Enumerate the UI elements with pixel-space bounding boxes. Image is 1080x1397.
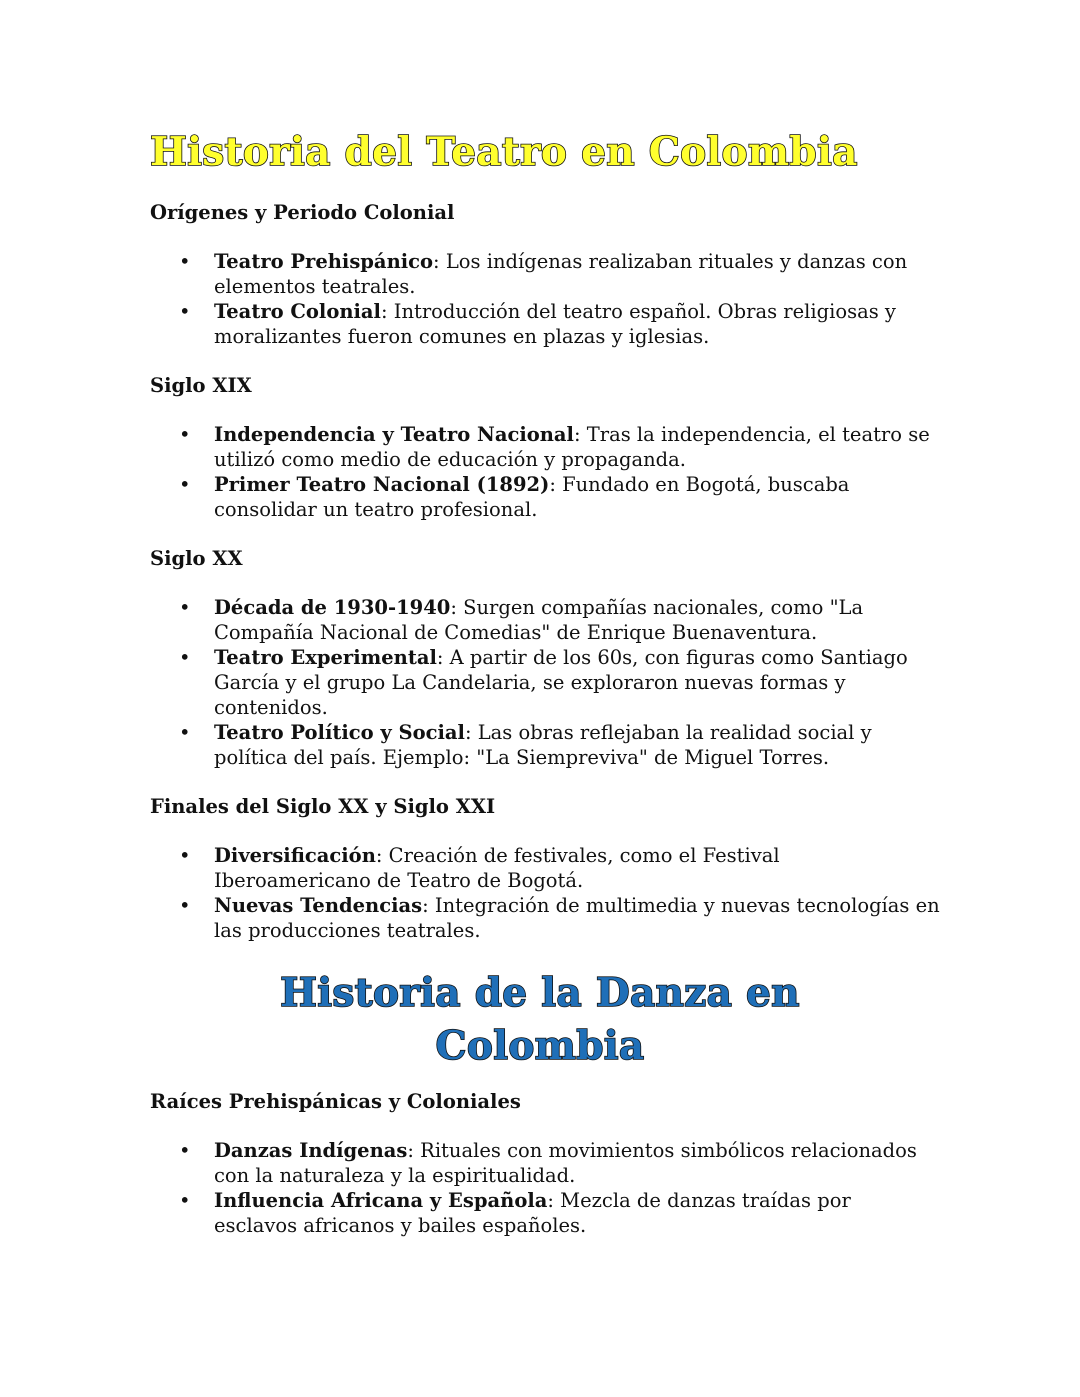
bullet-list xyxy=(150,843,940,943)
item-term: Primer Teatro Nacional (1892) xyxy=(214,473,550,496)
item-term: Teatro Prehispánico xyxy=(214,250,434,273)
item-term: Teatro Colonial xyxy=(214,300,381,323)
bullet-icon: • xyxy=(179,646,191,669)
item-term: Diversificación xyxy=(214,844,376,867)
item-text: : A partir de los 60s, con figuras como Santiago García y el grupo La Candelaria, se exploraron nuevas formas y contenidos. xyxy=(214,646,908,719)
list-item xyxy=(150,595,940,645)
section-siglo-xx xyxy=(150,546,940,770)
list-item xyxy=(150,1138,940,1188)
item-text: : Creación de festivales, como el Festival Iberoamericano de Teatro de Bogotá. xyxy=(214,844,780,892)
item-text: : Rituales con movimientos simbólicos relacionados con la naturaleza y la espiritualidad. xyxy=(214,1139,917,1187)
item-text: : Las obras reflejaban la realidad social y política del país. Ejemplo: "La Siempreviva" de Miguel Torres. xyxy=(214,721,872,769)
title-danza-line2: Colombia xyxy=(435,1023,645,1069)
bullet-icon: • xyxy=(179,300,191,323)
section-origenes xyxy=(150,200,940,349)
bullet-list xyxy=(150,249,940,349)
bullet-icon: • xyxy=(179,1139,191,1162)
item-term: Década de 1930-1940 xyxy=(214,596,451,619)
list-item xyxy=(150,422,940,472)
bullet-icon: • xyxy=(179,423,191,446)
bullet-icon: • xyxy=(179,1189,191,1212)
item-text: : Introducción del teatro español. Obras religiosas y moralizantes fueron comunes en plazas y iglesias. xyxy=(214,300,896,348)
title-danza xyxy=(150,967,930,1073)
item-term: Teatro Político y Social xyxy=(214,721,465,744)
list-item xyxy=(150,1188,940,1238)
item-term: Nuevas Tendencias xyxy=(214,894,423,917)
list-item xyxy=(150,720,940,770)
section-siglo-xix xyxy=(150,373,940,522)
section-heading: Raíces Prehispánicas y Coloniales xyxy=(150,1090,521,1113)
title-danza-line1: Historia de la Danza en xyxy=(280,970,800,1016)
item-term: Teatro Experimental xyxy=(214,646,437,669)
bullet-icon: • xyxy=(179,721,191,744)
item-text: : Mezcla de danzas traídas por esclavos africanos y bailes españoles. xyxy=(214,1189,851,1237)
item-text: : Integración de multimedia y nuevas tecnologías en las producciones teatrales. xyxy=(214,894,940,942)
list-item xyxy=(150,299,940,349)
list-item xyxy=(150,843,940,893)
item-term: Danzas Indígenas xyxy=(214,1139,408,1162)
item-text: : Los indígenas realizaban rituales y danzas con elementos teatrales. xyxy=(214,250,908,298)
item-text: : Surgen compañías nacionales, como "La Compañía Nacional de Comedias" de Enrique Buenaventura. xyxy=(214,596,864,644)
list-item xyxy=(150,472,940,522)
bullet-icon: • xyxy=(179,894,191,917)
document-page xyxy=(150,124,940,1262)
bullet-list xyxy=(150,1138,940,1238)
list-item xyxy=(150,645,940,720)
section-heading: Orígenes y Periodo Colonial xyxy=(150,201,455,224)
item-text: : Fundado en Bogotá, buscaba consolidar un teatro profesional. xyxy=(214,473,850,521)
bullet-icon: • xyxy=(179,473,191,496)
bullet-list xyxy=(150,422,940,522)
title-teatro: Historia del Teatro en Colombia xyxy=(150,129,858,175)
item-text: : Tras la independencia, el teatro se utilizó como medio de educación y propaganda. xyxy=(214,423,930,471)
bullet-list xyxy=(150,595,940,770)
section-finales-siglo-xx xyxy=(150,794,940,943)
section-heading: Siglo XX xyxy=(150,547,243,570)
list-item xyxy=(150,249,940,299)
bullet-icon: • xyxy=(179,844,191,867)
bullet-icon: • xyxy=(179,250,191,273)
list-item xyxy=(150,893,940,943)
section-raices xyxy=(150,1089,940,1238)
bullet-icon: • xyxy=(179,596,191,619)
item-term: Influencia Africana y Española xyxy=(214,1189,548,1212)
section-heading: Finales del Siglo XX y Siglo XXI xyxy=(150,795,496,818)
section-heading: Siglo XIX xyxy=(150,374,252,397)
item-term: Independencia y Teatro Nacional xyxy=(214,423,574,446)
